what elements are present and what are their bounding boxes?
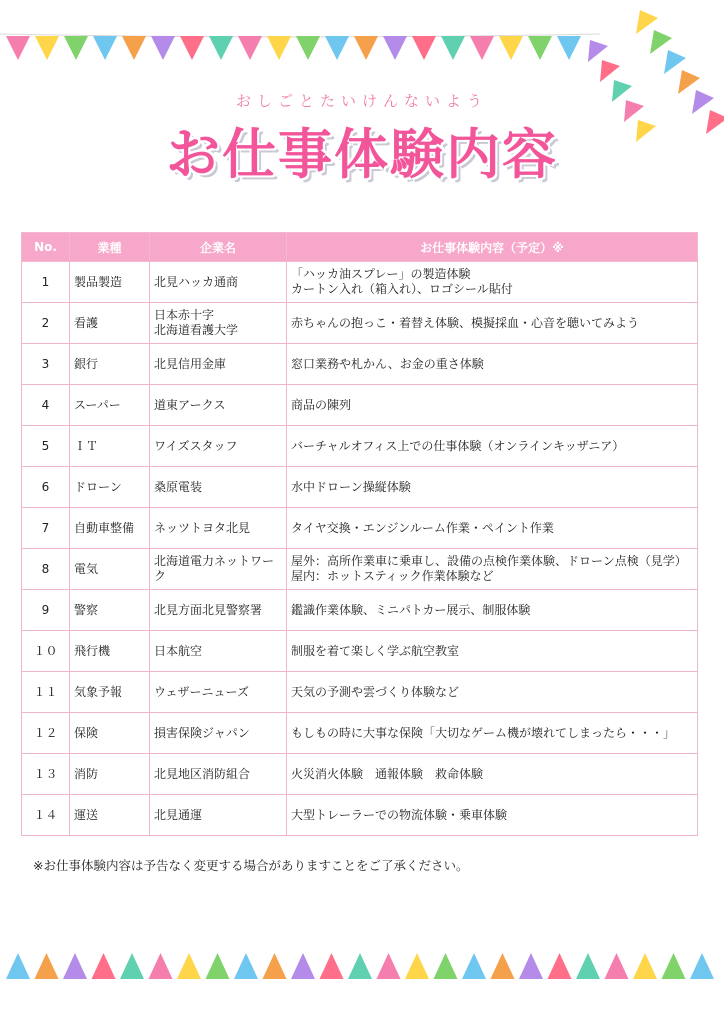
bunting-flag (528, 36, 552, 60)
company-line: 日本航空 (154, 643, 203, 658)
content-line: もしもの時に大事な保険「大切なゲーム機が壊れてしまったら・・・」 (291, 725, 676, 740)
bunting-top-decoration (0, 0, 600, 70)
bunting-flag (491, 953, 515, 979)
content-line: 天気の予測や雲づくり体験など (291, 684, 460, 699)
bunting-flag (548, 953, 572, 979)
cell-no: 2 (22, 303, 70, 344)
bunting-flag (354, 36, 378, 60)
cell-content (287, 590, 698, 631)
table-row (22, 467, 698, 508)
page-subtitle: おしごとたいけんないよう (235, 92, 488, 110)
cell-content (287, 385, 698, 426)
cell-no: １２ (22, 713, 70, 754)
table-header-row (22, 233, 698, 262)
content-line: バーチャルオフィス上での仕事体験（オンラインキッザニア） (291, 438, 625, 453)
table-row (22, 303, 698, 344)
bunting-flag (291, 953, 315, 979)
company-line: 北見地区消防組合 (154, 766, 251, 781)
column-header-industry: 業種 (70, 233, 150, 262)
cell-industry: 運送 (70, 795, 150, 836)
bunting-flag (120, 953, 144, 979)
bunting-flag (605, 953, 629, 979)
bunting-flag (267, 36, 291, 60)
bunting-flag (499, 36, 523, 60)
bunting-flag (348, 953, 372, 979)
cell-industry: 銀行 (70, 344, 150, 385)
bunting-flag (519, 953, 543, 979)
bunting-flag (690, 953, 714, 979)
cell-company (150, 344, 287, 385)
bunting-flag (263, 953, 287, 979)
bunting-flag (238, 36, 262, 60)
bunting-flag (296, 36, 320, 60)
cell-industry: ドローン (70, 467, 150, 508)
bunting-flag (434, 953, 458, 979)
table-body (22, 262, 698, 836)
bunting-flag (92, 953, 116, 979)
table-row (22, 262, 698, 303)
cell-industry: 電気 (70, 549, 150, 590)
cell-no: １４ (22, 795, 70, 836)
cell-company (150, 713, 287, 754)
cell-content (287, 713, 698, 754)
cell-no: 3 (22, 344, 70, 385)
table-row (22, 385, 698, 426)
bunting-bottom-decoration (0, 935, 724, 995)
company-line: ウェザーニューズ (154, 684, 249, 699)
bunting-flag (662, 953, 686, 979)
cell-company (150, 590, 287, 631)
company-line: 北見通運 (154, 807, 203, 822)
bunting-flag (405, 953, 429, 979)
content-line: 制服を着て楽しく学ぶ航空教室 (291, 643, 460, 658)
cell-industry: 気象予報 (70, 672, 150, 713)
bunting-flag (412, 36, 436, 60)
company-line: 北見方面北見警察署 (154, 602, 263, 617)
page-title: お仕事体験内容 (166, 123, 558, 186)
cell-company (150, 631, 287, 672)
bunting-flag (180, 36, 204, 60)
cell-industry: 自動車整備 (70, 508, 150, 549)
bunting-flag (320, 953, 344, 979)
bunting-flag (209, 36, 233, 60)
bunting-flag (383, 36, 407, 60)
content-line: 水中ドローン操縦体験 (291, 479, 411, 494)
cell-company (150, 262, 287, 303)
bunting-flag (462, 953, 486, 979)
table-row (22, 344, 698, 385)
company-line: ワイズスタッフ (154, 438, 238, 453)
cell-content (287, 795, 698, 836)
content-line: 火災消火体験 通報体験 救命体験 (291, 766, 484, 781)
cell-content (287, 508, 698, 549)
content-line: 「ハッカ油スプレー」の製造体験 (291, 267, 471, 281)
bunting-flag (151, 36, 175, 60)
footer-note: ※お仕事体験内容は予告なく変更する場合がありますことをご了承ください。 (33, 858, 469, 873)
table-row (22, 672, 698, 713)
table-row (22, 508, 698, 549)
bunting-flag (63, 953, 87, 979)
bunting-flag (600, 60, 620, 82)
cell-industry: ＩＴ (70, 426, 150, 467)
cell-no: 5 (22, 426, 70, 467)
bunting-flag (177, 953, 201, 979)
cell-content (287, 672, 698, 713)
cell-content (287, 631, 698, 672)
cell-content (287, 754, 698, 795)
company-line: 北見信用金庫 (154, 356, 227, 371)
content-line: 屋外：高所作業車に乗車し、設備の点検作業体験、ドローン点検（見学） (291, 554, 687, 568)
cell-no: 6 (22, 467, 70, 508)
bunting-flag (441, 36, 465, 60)
bunting-flag (149, 953, 173, 979)
cell-no: １３ (22, 754, 70, 795)
content-line: タイヤ交換・エンジンルーム作業・ペイント作業 (291, 520, 554, 535)
job-experience-table (21, 232, 698, 836)
cell-industry: 保険 (70, 713, 150, 754)
bunting-flag (122, 36, 146, 60)
table-row (22, 754, 698, 795)
column-header-no: No. (22, 233, 70, 262)
content-line: 鑑識作業体験、ミニパトカー展示、制服体験 (291, 602, 531, 617)
bunting-flag (6, 953, 30, 979)
company-line: ネッツトヨタ北見 (154, 520, 251, 535)
cell-content (287, 549, 698, 590)
cell-content (287, 344, 698, 385)
cell-company (150, 795, 287, 836)
bunting-flag (576, 953, 600, 979)
cell-no: 1 (22, 262, 70, 303)
cell-no: １１ (22, 672, 70, 713)
cell-content (287, 262, 698, 303)
table-row (22, 549, 698, 590)
cell-industry: 飛行機 (70, 631, 150, 672)
bunting-flag (35, 953, 59, 979)
bunting-flag (206, 953, 230, 979)
cell-company (150, 508, 287, 549)
company-line: 日本赤十字 (154, 308, 215, 322)
bunting-flag (470, 36, 494, 60)
cell-no: 9 (22, 590, 70, 631)
company-line: 桑原電装 (154, 479, 203, 494)
table-row (22, 631, 698, 672)
bunting-flag (35, 36, 59, 60)
company-line: 損害保険ジャパン (154, 725, 250, 740)
company-line: 道東アークス (154, 397, 226, 412)
cell-company (150, 754, 287, 795)
cell-content (287, 303, 698, 344)
content-line: カートン入れ（箱入れ）、ロゴシール貼付 (291, 282, 513, 296)
table-row (22, 590, 698, 631)
cell-no: 4 (22, 385, 70, 426)
content-line: 赤ちゃんの抱っこ・着替え体験、模擬採血・心音を聴いてみよう (291, 315, 640, 330)
table-row (22, 426, 698, 467)
cell-company (150, 426, 287, 467)
cell-industry: 製品製造 (70, 262, 150, 303)
table-row (22, 795, 698, 836)
cell-content (287, 467, 698, 508)
column-header-company: 企業名 (150, 233, 287, 262)
content-line: 商品の陳列 (291, 397, 352, 412)
cell-company (150, 672, 287, 713)
cell-industry: 消防 (70, 754, 150, 795)
cell-industry: スーパー (70, 385, 150, 426)
bunting-flag (588, 40, 608, 62)
cell-no: 8 (22, 549, 70, 590)
cell-no: 7 (22, 508, 70, 549)
bunting-flag (93, 36, 117, 60)
cell-company (150, 385, 287, 426)
column-header-content: お仕事体験内容（予定）※ (287, 233, 698, 262)
bunting-flag (633, 953, 657, 979)
bunting-flag (377, 953, 401, 979)
content-line: 大型トレーラーでの物流体験・乗車体験 (291, 807, 508, 822)
cell-company (150, 467, 287, 508)
table-row (22, 713, 698, 754)
bunting-flag (6, 36, 30, 60)
content-line: 窓口業務や札かん、お金の重さ体験 (291, 356, 484, 371)
cell-company (150, 549, 287, 590)
cell-industry: 警察 (70, 590, 150, 631)
cell-no: １０ (22, 631, 70, 672)
company-line: 北見ハッカ通商 (154, 274, 239, 289)
bunting-flag (64, 36, 88, 60)
company-line: 北海道看護大学 (154, 323, 239, 337)
content-line: 屋内：ホットスティック作業体験など (291, 569, 494, 583)
bunting-flag (325, 36, 349, 60)
cell-industry: 看護 (70, 303, 150, 344)
cell-content (287, 426, 698, 467)
bunting-flag (234, 953, 258, 979)
company-line: 北海道電力ネットワーク (154, 554, 275, 583)
cell-company (150, 303, 287, 344)
